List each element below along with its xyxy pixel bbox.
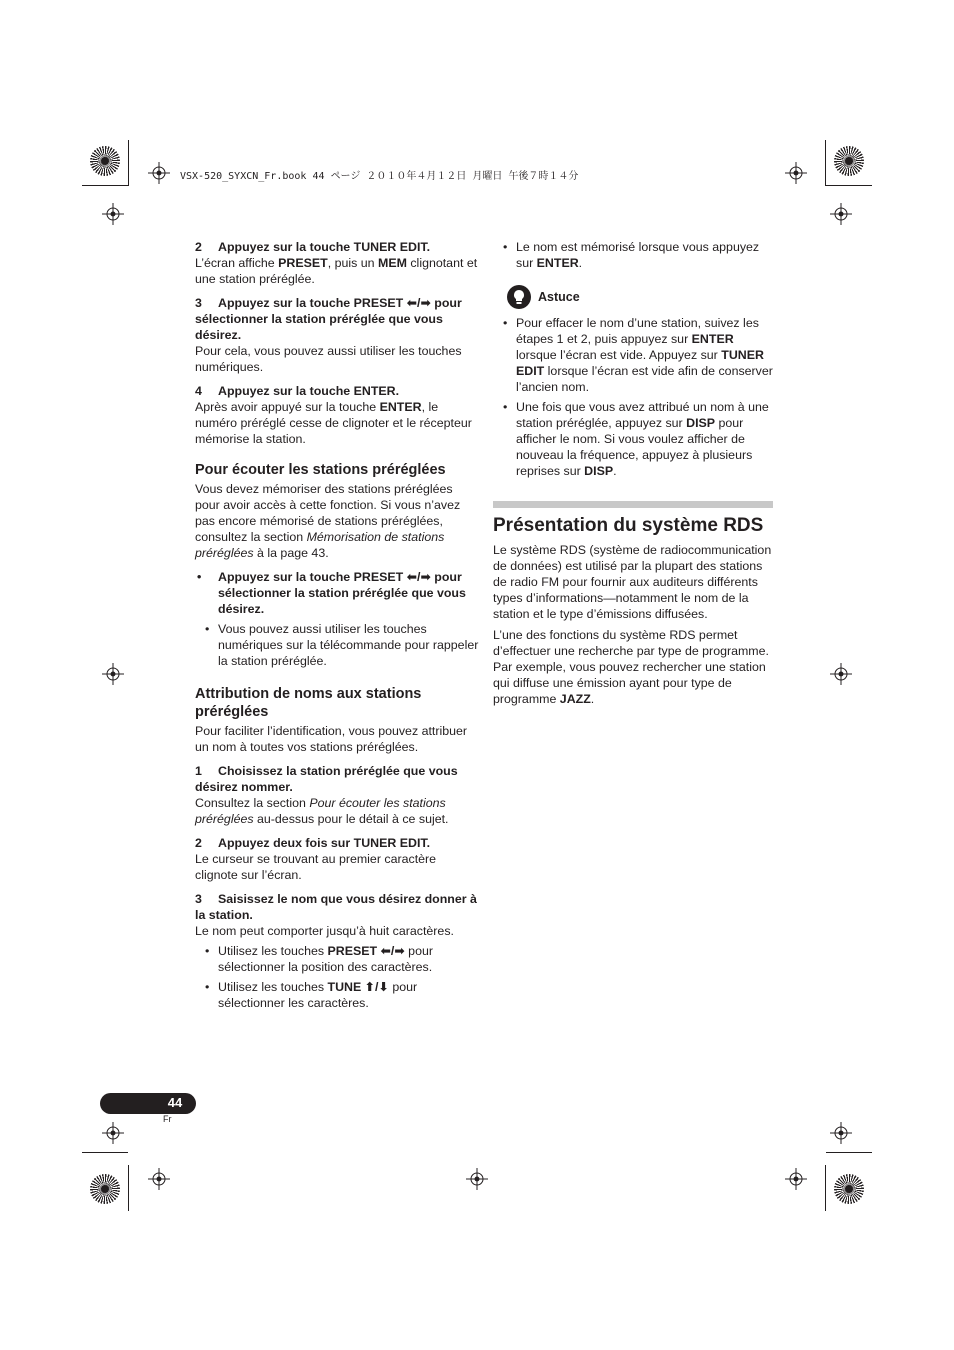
rds-paragraph-1: Le système RDS (système de radiocommunication de données) est utilisé par la plupart des stations de radio FM pour fournir aux auditeurs différents types d’informations—notamment le nom de la station et le type d’émissions diffusées.	[493, 543, 772, 621]
tip-label: Astuce	[538, 290, 580, 304]
name-step-1-heading: 1 Choisissez la station préréglée que vous désirez nommer.	[195, 764, 458, 794]
name-step-3-text: Le nom peut comporter jusqu’à huit caractères.	[195, 924, 454, 938]
saved-bullet: • Le nom est mémorisé lorsque vous appuyez sur ENTER.	[503, 240, 760, 270]
step-3-heading: 3 Appuyez sur la touche PRESET ⬅/➡ pour sélectionner la station préréglée que vous désirez.	[195, 296, 462, 342]
step-2-heading: 2 Appuyez sur la touche TUNER EDIT.	[195, 240, 431, 254]
crosshair-icon	[785, 162, 807, 184]
name-bullet-tune: • Utilisez les touches TUNE ⬆/⬇ pour sélectionner les caractères.	[205, 980, 418, 1010]
right-column	[493, 239, 773, 707]
listen-bullet: • Vous pouvez aussi utiliser les touches numériques sur la télécommande pour rappeler la station préréglée.	[205, 622, 479, 668]
tip-box-header	[493, 285, 773, 309]
page-number: 44	[167, 1095, 183, 1110]
tip-bullet-display-name: • Une fois que vous avez attribué un nom à une station préréglée, appuyez sur DISP pour afficher le nom. Si vous voulez afficher de nouveau la fréquence, appuyez à plusieurs reprises sur DISP.	[503, 400, 769, 478]
name-step-1-text: Consultez la section Pour écouter les stations préréglées au-dessus pour le détail à ce sujet.	[195, 796, 449, 826]
station-names-text: Pour faciliter l’identification, vous pouvez attribuer un nom à toutes vos stations préréglées.	[195, 724, 468, 754]
listen-presets-heading: Pour écouter les stations préréglées	[195, 462, 446, 478]
crosshair-icon	[148, 162, 170, 184]
registration-sunburst-bottom-left	[90, 1174, 120, 1204]
registration-sunburst-bottom-right	[834, 1174, 864, 1204]
crosshair-icon	[102, 1122, 124, 1144]
print-header-line: VSX-520_SYXCN_Fr.book 44 ページ ２０１０年４月１２日 月曜日 午後７時１４分	[180, 171, 579, 182]
name-step-3-heading: 3 Saisissez le nom que vous désirez donner à la station.	[195, 892, 477, 922]
crosshair-icon	[102, 203, 124, 225]
page-language: Fr	[163, 1114, 172, 1124]
station-names-heading: Attribution de noms aux stations préréglées	[195, 686, 422, 720]
crosshair-icon	[785, 1168, 807, 1190]
rds-section-heading: Présentation du système RDS	[493, 515, 764, 536]
crosshair-icon	[830, 663, 852, 685]
step-4-heading: 4 Appuyez sur la touche ENTER.	[195, 384, 400, 398]
left-column	[195, 239, 480, 1011]
listen-step-heading: • Appuyez sur la touche PRESET ⬅/➡ pour sélectionner la station préréglée que vous désirez.	[197, 570, 466, 616]
crosshair-icon	[830, 1122, 852, 1144]
name-step-2-text: Le curseur se trouvant au premier caractère clignote sur l’écran.	[195, 852, 437, 882]
registration-sunburst-top-right	[834, 146, 864, 176]
tip-bullet-clear-name: • Pour effacer le nom d’une station, suivez les étapes 1 et 2, puis appuyez sur ENTER lorsque l’écran est vide. Appuyez sur TUNER EDIT lorsque l’écran est vide afin de conserver l’ancien nom.	[503, 316, 773, 394]
crosshair-icon	[830, 203, 852, 225]
lightbulb-icon	[507, 285, 531, 309]
rds-paragraph-2: L’une des fonctions du système RDS permet d’effectuer une recherche par type de programme. Par exemple, vous pouvez rechercher une station qui diffuse une émission ayant pour type de programme JAZZ.	[493, 628, 769, 706]
section-divider-bar	[493, 501, 773, 508]
crosshair-icon	[148, 1168, 170, 1190]
registration-sunburst-top-left	[90, 146, 120, 176]
step-4-text: Après avoir appuyé sur la touche ENTER, le numéro préréglé cesse de clignoter et le récepteur mémorise la station.	[195, 400, 472, 446]
listen-presets-text: Vous devez mémoriser des stations préréglées pour avoir accès à cette fonction. Si vous n’avez pas encore mémorisé de stations préréglées, consultez la section Mémorisation de stations préréglées à la page 43.	[195, 482, 461, 560]
step-3-text: Pour cela, vous pouvez aussi utiliser les touches numériques.	[195, 344, 462, 374]
name-step-2-heading: 2 Appuyez deux fois sur TUNER EDIT.	[195, 836, 431, 850]
crosshair-icon	[102, 663, 124, 685]
crosshair-icon	[466, 1168, 488, 1190]
step-2-text: L’écran affiche PRESET, puis un MEM clignotant et une station préréglée.	[195, 256, 478, 286]
name-bullet-preset: • Utilisez les touches PRESET ⬅/➡ pour sélectionner la position des caractères.	[205, 944, 433, 974]
